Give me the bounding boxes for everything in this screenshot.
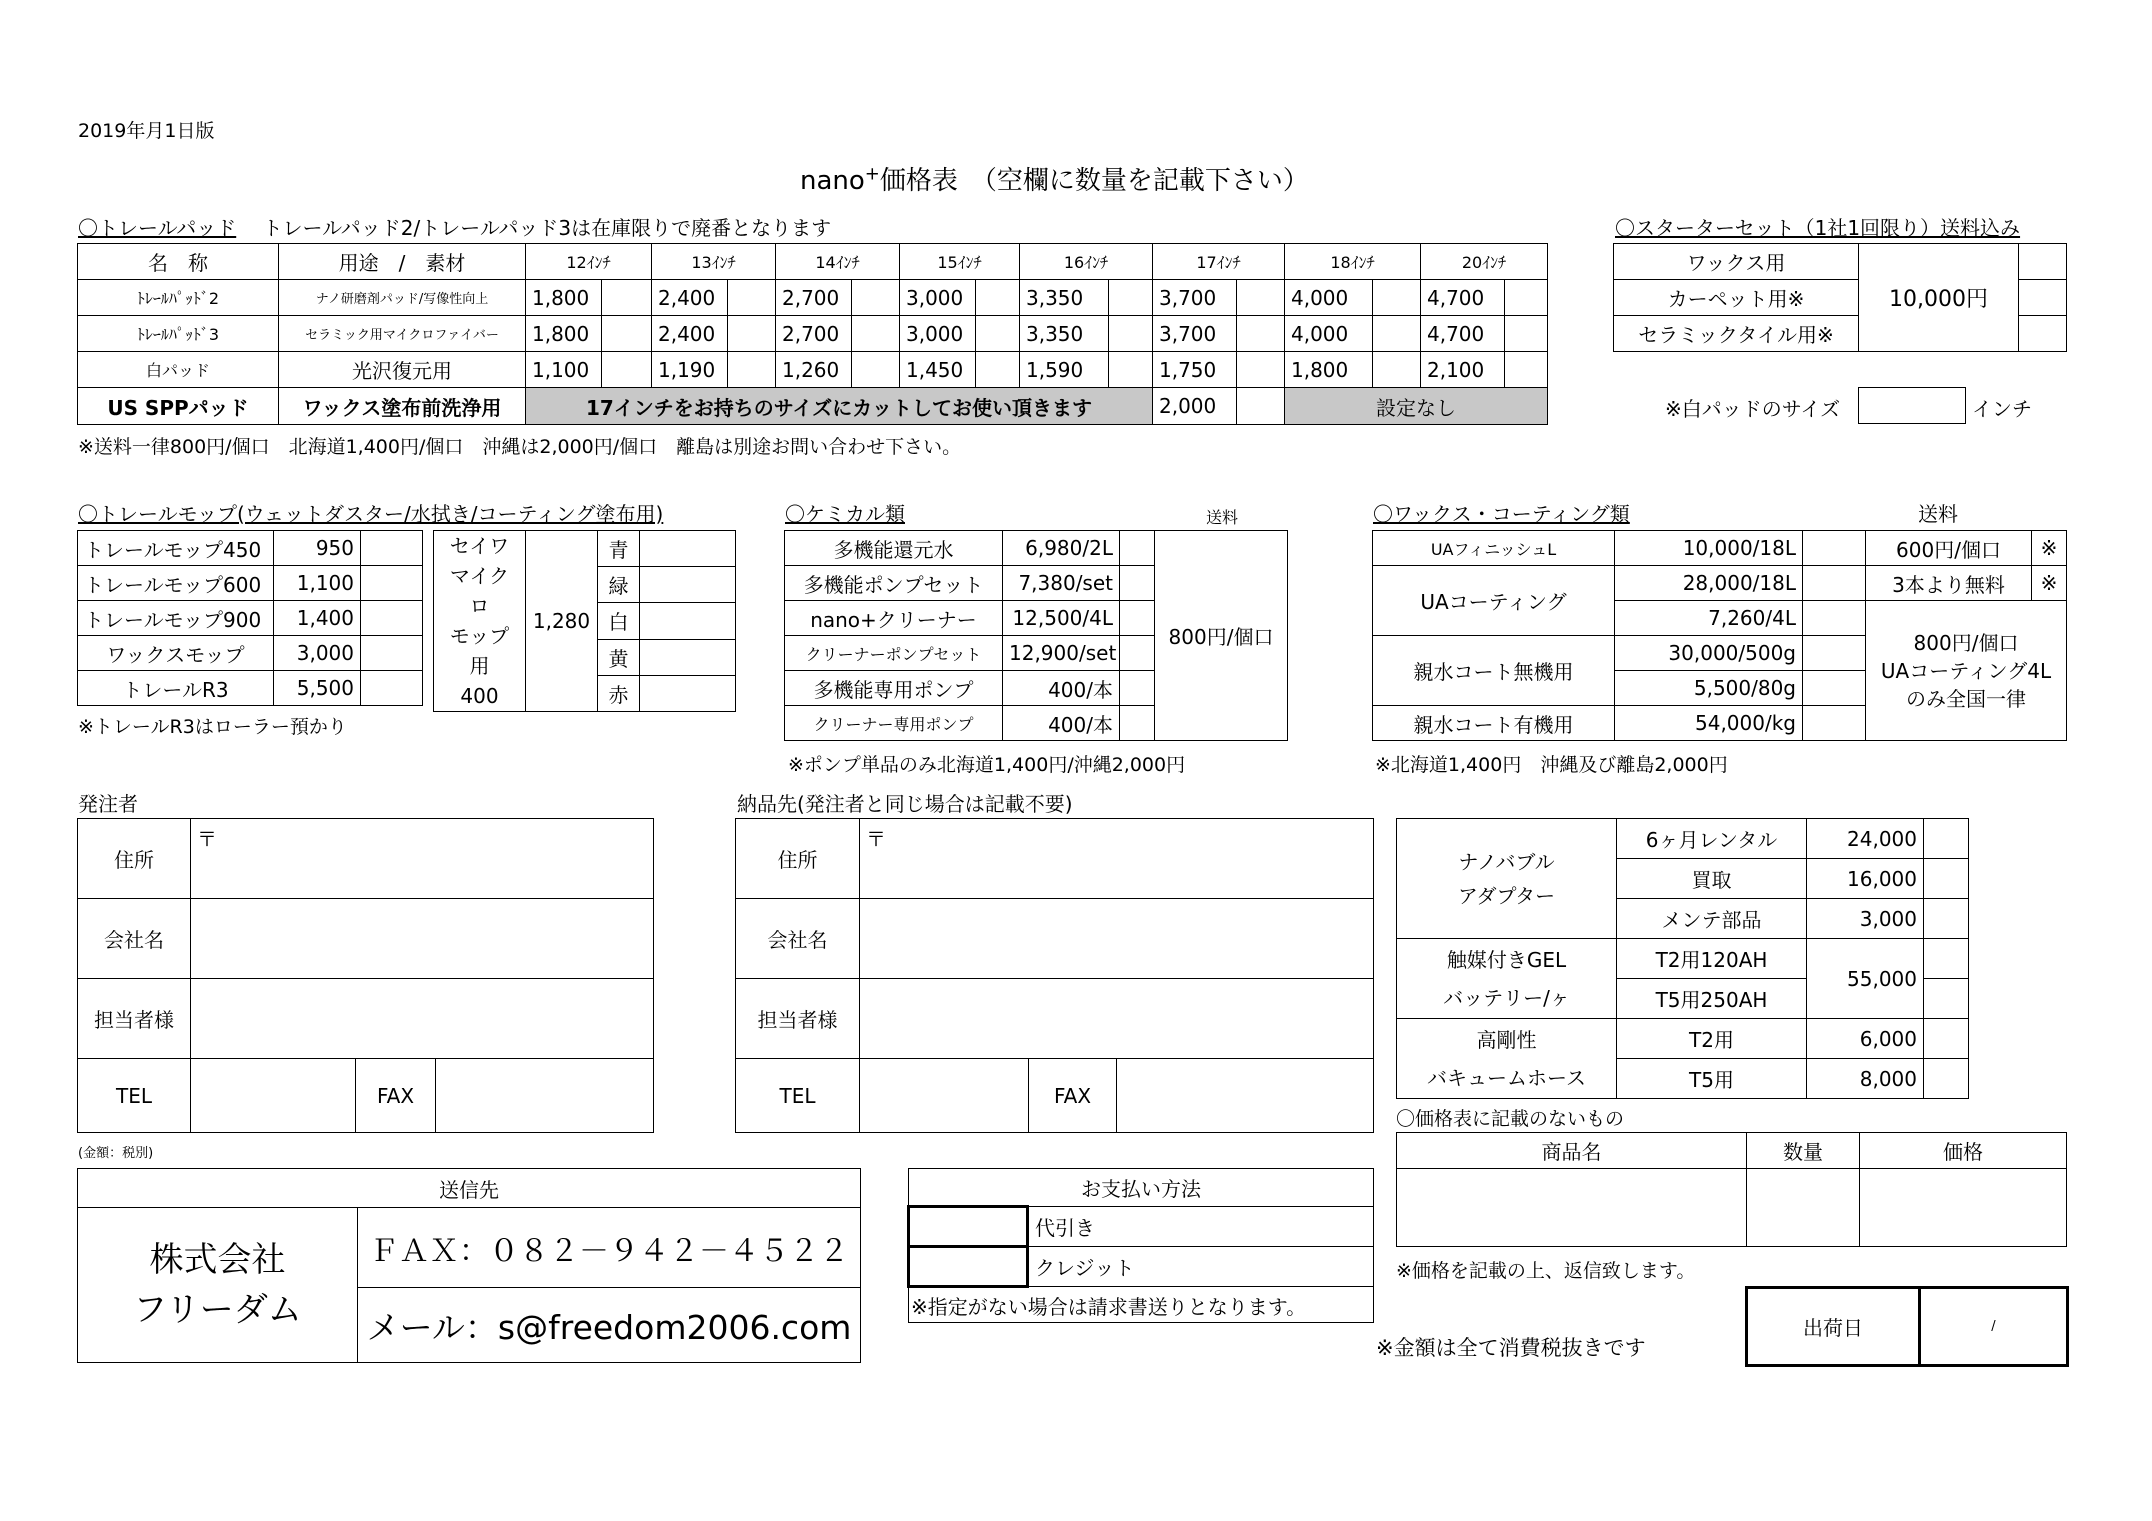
- pad-qty-cell[interactable]: [728, 316, 776, 352]
- page-title: [800, 160, 1309, 197]
- mop-price: 3,000: [274, 636, 361, 671]
- pad-price: 1,800: [526, 280, 602, 316]
- battery-item: T2用120AH: [1617, 939, 1807, 979]
- chemical-price: 6,980/2L: [1003, 531, 1120, 566]
- wax-item-name: UAコーティング: [1373, 566, 1615, 636]
- orderer-address-label: 住所: [78, 819, 191, 899]
- pad-price: 2,400: [652, 316, 728, 352]
- wax-qty-cell[interactable]: [1803, 601, 1866, 636]
- seiwa-name: [434, 531, 526, 712]
- send-mail: メール：s@freedom2006.com: [358, 1288, 861, 1363]
- seiwa-qty-cell[interactable]: [640, 675, 736, 711]
- pad-qty-cell[interactable]: [976, 316, 1020, 352]
- seiwa-color: 赤: [598, 675, 640, 711]
- wax-note: ※北海道1,400円 沖縄及び離島2,000円: [1375, 754, 1728, 776]
- seiwa-color: 青: [598, 531, 640, 567]
- wax-item-price: 10,000/18L: [1615, 531, 1803, 566]
- pads-table: [77, 243, 1548, 425]
- payment-option-credit: クレジット: [1028, 1247, 1374, 1287]
- pads-header-size: 15ｲﾝﾁ: [900, 244, 1020, 280]
- delivery-address-label: 住所: [736, 819, 860, 899]
- pad-qty-cell[interactable]: [602, 316, 652, 352]
- seiwa-name-line: マイクロ: [449, 564, 510, 618]
- starter-qty-cell[interactable]: [2019, 280, 2067, 316]
- delivery-heading: 納品先(発注者と同じ場合は記載不要): [737, 792, 1073, 816]
- spp-name: US SPPパッド: [78, 388, 279, 425]
- pad-price: 3,700: [1153, 280, 1237, 316]
- delivery-company-label: 会社名: [736, 899, 860, 979]
- wax-item-price: 54,000/kg: [1615, 706, 1803, 741]
- chemical-qty-cell[interactable]: [1120, 636, 1155, 671]
- hose-price: 8,000: [1807, 1059, 1924, 1099]
- chemical-price: 400/本: [1003, 706, 1120, 741]
- mops-table: [77, 530, 423, 706]
- wax-qty-cell[interactable]: [1803, 566, 1866, 601]
- starter-table: [1613, 243, 2067, 352]
- mop-qty-cell[interactable]: [361, 601, 423, 636]
- pads-header-size: 12ｲﾝﾁ: [526, 244, 652, 280]
- accessory-qty-cell[interactable]: [1924, 859, 1969, 899]
- delivery-address-field[interactable]: [860, 819, 1374, 899]
- delivery-table: [735, 818, 1374, 1133]
- pads-heading-row: [78, 212, 831, 241]
- seiwa-qty-cell[interactable]: [640, 639, 736, 675]
- pads-header-name: 名 称: [78, 244, 279, 280]
- spp-setting: 設定なし: [1285, 388, 1548, 425]
- pad-qty-cell[interactable]: [1505, 352, 1548, 388]
- wax-item-name: 親水コート無機用: [1373, 636, 1615, 706]
- starter-price: 10,000円: [1859, 244, 2019, 352]
- send-company-line: 株式会社: [149, 1240, 286, 1280]
- white-pad-unit: インチ: [1972, 397, 2032, 421]
- mop-price: 950: [274, 531, 361, 566]
- pad-price: 4,700: [1421, 316, 1505, 352]
- chemical-qty-cell[interactable]: [1120, 531, 1155, 566]
- starter-item-carpet: カーペット用※: [1614, 280, 1859, 316]
- send-header: 送信先: [78, 1169, 861, 1208]
- battery-name-line: バッテリー/ヶ: [1443, 985, 1570, 1010]
- starter-qty-cell[interactable]: [2019, 316, 2067, 352]
- delivery-tel-label: TEL: [736, 1059, 860, 1133]
- pad-name: 白パッド: [78, 352, 279, 388]
- cod-checkbox[interactable]: [909, 1207, 1028, 1247]
- battery-item: T5用250AH: [1617, 979, 1807, 1019]
- accessory-qty-cell[interactable]: [1924, 1059, 1969, 1099]
- pads-header-size: 18ｲﾝﾁ: [1285, 244, 1421, 280]
- chemical-price: 12,900/set: [1003, 636, 1120, 671]
- mop-qty-cell[interactable]: [361, 566, 423, 601]
- pads-header-size: 14ｲﾝﾁ: [776, 244, 900, 280]
- adapter-item: メンテ部品: [1617, 899, 1807, 939]
- pad-price: 1,190: [652, 352, 728, 388]
- seiwa-color: 白: [598, 603, 640, 639]
- spp-use: ワックス塗布前洗浄用: [279, 388, 526, 425]
- adapter-name-line: ナノバブル: [1458, 849, 1555, 874]
- delivery-fax-label: FAX: [1029, 1059, 1117, 1133]
- mop-name: トレールモップ600: [78, 566, 274, 601]
- accessories-table: [1396, 818, 1969, 1099]
- starter-qty-cell[interactable]: [2019, 244, 2067, 280]
- pad-price: 4,000: [1285, 316, 1373, 352]
- wax-item-price: 5,500/80g: [1615, 671, 1803, 706]
- pad-qty-cell[interactable]: [852, 280, 900, 316]
- ship-date-table: [1745, 1286, 2069, 1367]
- unlisted-name-field[interactable]: [1397, 1169, 1747, 1247]
- chemical-qty-cell[interactable]: [1120, 706, 1155, 741]
- wax-qty-cell[interactable]: [1803, 671, 1866, 706]
- pad-qty-cell[interactable]: [1109, 280, 1153, 316]
- pad-qty-cell[interactable]: [602, 280, 652, 316]
- payment-header: お支払い方法: [909, 1169, 1374, 1207]
- chemical-name: 多機能還元水: [785, 531, 1003, 566]
- pads-note: トレールパッド2/トレールパッド3は在庫限りで廃番となります: [262, 216, 832, 240]
- pad-qty-cell[interactable]: [728, 352, 776, 388]
- tax-small-note: (金額：税別): [78, 1146, 154, 1161]
- unlisted-header-name: 商品名: [1397, 1133, 1747, 1169]
- orderer-company-label: 会社名: [78, 899, 191, 979]
- chemical-qty-cell[interactable]: [1120, 566, 1155, 601]
- wax-ship-mark: ※: [2032, 531, 2067, 566]
- delivery-company-field[interactable]: [860, 899, 1374, 979]
- adapter-price: 3,000: [1807, 899, 1924, 939]
- pad-qty-cell[interactable]: [976, 280, 1020, 316]
- chemicals-shipping: 800円/個口: [1155, 531, 1288, 741]
- adapter-item: 買取: [1617, 859, 1807, 899]
- pad-use: ナノ研磨剤パッド/写像性向上: [279, 280, 526, 316]
- chemical-qty-cell[interactable]: [1120, 601, 1155, 636]
- accessory-qty-cell[interactable]: [1924, 939, 1969, 979]
- pad-price: 1,450: [900, 352, 976, 388]
- wax-ship-mark: ※: [2032, 566, 2067, 601]
- wax-item-price: 7,260/4L: [1615, 601, 1803, 636]
- seiwa-name-line: 400: [460, 684, 499, 708]
- unlisted-table: [1396, 1132, 2067, 1247]
- wax-item-price: 30,000/500g: [1615, 636, 1803, 671]
- hose-name: [1397, 1019, 1617, 1099]
- wax-ship-per-unit: 600円/個口: [1866, 531, 2032, 566]
- adapter-name: [1397, 819, 1617, 939]
- pad-qty-cell[interactable]: [1373, 280, 1421, 316]
- unlisted-note: ※価格を記載の上、返信致します。: [1396, 1260, 1696, 1282]
- chemical-name: nano+クリーナー: [785, 601, 1003, 636]
- pad-price: 3,350: [1020, 316, 1109, 352]
- pad-price: 4,700: [1421, 280, 1505, 316]
- chemical-name: 多機能専用ポンプ: [785, 671, 1003, 706]
- orderer-address-field[interactable]: [191, 819, 654, 899]
- wax-ship-note-line: UAコーティング4L: [1880, 658, 2052, 683]
- adapter-name-line: アダプター: [1457, 883, 1556, 908]
- orderer-fax-field[interactable]: [436, 1059, 654, 1133]
- tax-note: ※金額は全て消費税抜きです: [1376, 1336, 1646, 1360]
- send-company: [78, 1208, 358, 1363]
- pad-price: 1,800: [1285, 352, 1373, 388]
- seiwa-color: 黄: [598, 639, 640, 675]
- pad-qty-cell[interactable]: [1373, 316, 1421, 352]
- hose-name-line: 高剛性: [1476, 1027, 1537, 1052]
- credit-checkbox[interactable]: [909, 1247, 1028, 1287]
- orderer-person-field[interactable]: [191, 979, 654, 1059]
- ship-date-field[interactable]: /: [1920, 1288, 2068, 1366]
- delivery-person-field[interactable]: [860, 979, 1374, 1059]
- white-pad-size-input[interactable]: [1858, 387, 1966, 424]
- adapter-price: 16,000: [1807, 859, 1924, 899]
- pad-price: 3,700: [1153, 316, 1237, 352]
- unlisted-header-qty: 数量: [1747, 1133, 1860, 1169]
- wax-heading: 〇ワックス・コーティング類: [1373, 502, 1630, 526]
- seiwa-color: 緑: [598, 567, 640, 603]
- pad-price: 3,000: [900, 316, 976, 352]
- orderer-tel-field[interactable]: [191, 1059, 356, 1133]
- orderer-fax-label: FAX: [356, 1059, 436, 1133]
- adapter-item: 6ヶ月レンタル: [1617, 819, 1807, 859]
- mops-heading: 〇トレールモップ(ウェットダスター/水拭き/コーティング塗布用): [78, 502, 664, 526]
- pad-price: 4,000: [1285, 280, 1373, 316]
- chemicals-table: [784, 530, 1288, 741]
- pads-header-use: 用途 / 素材: [279, 244, 526, 280]
- delivery-tel-field[interactable]: [860, 1059, 1029, 1133]
- wax-ship-note: [1866, 601, 2067, 741]
- mop-qty-cell[interactable]: [361, 671, 423, 706]
- pad-qty-cell[interactable]: [1373, 352, 1421, 388]
- pad-qty-cell[interactable]: [602, 352, 652, 388]
- payment-note: ※指定がない場合は請求書送りとなります。: [909, 1287, 1374, 1323]
- payment-option-cod: 代引き: [1028, 1207, 1374, 1247]
- pad-name: ﾄﾚｰﾙﾊﾟｯﾄﾞ3: [78, 316, 279, 352]
- adapter-price: 24,000: [1807, 819, 1924, 859]
- accessory-qty-cell[interactable]: [1924, 979, 1969, 1019]
- title-plus: +: [864, 163, 880, 185]
- pad-price: 2,700: [776, 280, 852, 316]
- wax-ship-free: 3本より無料: [1866, 566, 2032, 601]
- ship-date-label: 出荷日: [1747, 1288, 1920, 1366]
- starter-item-wax: ワックス用: [1614, 244, 1859, 280]
- spp-qty-cell[interactable]: [1237, 388, 1285, 425]
- chemicals-heading: 〇ケミカル類: [785, 502, 905, 526]
- starter-heading: 〇スターターセット（1社1回限り）送料込み: [1615, 216, 2021, 240]
- pads-heading: 〇トレールパッド: [78, 216, 237, 240]
- pads-header-size: 13ｲﾝﾁ: [652, 244, 776, 280]
- pad-price: 3,350: [1020, 280, 1109, 316]
- unlisted-header-price: 価格: [1860, 1133, 2067, 1169]
- pad-qty-cell[interactable]: [852, 316, 900, 352]
- seiwa-qty-cell[interactable]: [640, 531, 736, 567]
- pad-price: 2,100: [1421, 352, 1505, 388]
- pad-use: 光沢復元用: [279, 352, 526, 388]
- wax-item-price: 28,000/18L: [1615, 566, 1803, 601]
- pad-qty-cell[interactable]: [1505, 316, 1548, 352]
- delivery-person-label: 担当者様: [736, 979, 860, 1059]
- orderer-heading: 発注者: [78, 792, 138, 816]
- chemical-price: 12,500/4L: [1003, 601, 1120, 636]
- unlisted-price-field[interactable]: [1860, 1169, 2067, 1247]
- seiwa-table: [433, 530, 736, 712]
- pad-price: 2,400: [652, 280, 728, 316]
- pad-qty-cell[interactable]: [1505, 280, 1548, 316]
- battery-name-line: 触媒付きGEL: [1446, 947, 1567, 972]
- accessory-qty-cell[interactable]: [1924, 819, 1969, 859]
- wax-qty-cell[interactable]: [1803, 706, 1866, 741]
- title-nano: nano: [800, 166, 865, 196]
- mop-price: 5,500: [274, 671, 361, 706]
- pad-price: 2,700: [776, 316, 852, 352]
- pads-header-size: 20ｲﾝﾁ: [1421, 244, 1548, 280]
- unlisted-heading: 〇価格表に記載のないもの: [1396, 1108, 1625, 1130]
- spp-cut-note: 17インチをお持ちのサイズにカットしてお使い頂きます: [526, 388, 1153, 425]
- wax-table: [1372, 530, 2067, 741]
- wax-qty-cell[interactable]: [1803, 531, 1866, 566]
- pad-qty-cell[interactable]: [1109, 352, 1153, 388]
- accessory-qty-cell[interactable]: [1924, 1019, 1969, 1059]
- edition-date: 2019年月1日版: [78, 120, 215, 142]
- chemical-name: クリーナーポンプセット: [785, 636, 1003, 671]
- chemicals-shipping-label: 送料: [1206, 508, 1239, 527]
- postal-mark: 〒: [866, 827, 886, 851]
- pad-price: 1,590: [1020, 352, 1109, 388]
- pad-use: セラミック用マイクロファイバー: [279, 316, 526, 352]
- wax-shipping-label: 送料: [1918, 502, 1958, 526]
- chemical-qty-cell[interactable]: [1120, 671, 1155, 706]
- send-company-line: フリーダム: [133, 1290, 302, 1330]
- title-text: 価格表 （空欄に数量を記載下さい）: [879, 166, 1309, 196]
- unlisted-qty-field[interactable]: [1747, 1169, 1860, 1247]
- pad-price: 1,750: [1153, 352, 1237, 388]
- wax-ship-note-line: のみ全国一律: [1906, 686, 2026, 711]
- seiwa-name-line: モップ用: [449, 624, 510, 678]
- battery-name: [1397, 939, 1617, 1019]
- starter-item-ceramic: セラミックタイル用※: [1614, 316, 1859, 352]
- mop-name: トレールモップ450: [78, 531, 274, 566]
- pad-price: 3,000: [900, 280, 976, 316]
- mop-name: トレールモップ900: [78, 601, 274, 636]
- mop-price: 1,400: [274, 601, 361, 636]
- battery-price: 55,000: [1807, 939, 1924, 1019]
- chemicals-note: ※ポンプ単品のみ北海道1,400円/沖縄2,000円: [788, 754, 1186, 776]
- white-pad-label: ※白パッドのサイズ: [1665, 397, 1841, 421]
- mop-qty-cell[interactable]: [361, 636, 423, 671]
- postal-mark: 〒: [197, 827, 217, 851]
- pad-price: 1,800: [526, 316, 602, 352]
- wax-ship-note-line: 800円/個口: [1913, 630, 2019, 655]
- seiwa-price: 1,280: [526, 531, 598, 712]
- chemical-name: 多機能ポンプセット: [785, 566, 1003, 601]
- chemical-price: 400/本: [1003, 671, 1120, 706]
- orderer-person-label: 担当者様: [78, 979, 191, 1059]
- hose-name-line: バキュームホース: [1427, 1065, 1586, 1090]
- orderer-company-field[interactable]: [191, 899, 654, 979]
- send-fax: ＦＡＸ：０８２－９４２－４５２２: [358, 1208, 861, 1288]
- pads-header-size: 16ｲﾝﾁ: [1020, 244, 1153, 280]
- pad-qty-cell[interactable]: [852, 352, 900, 388]
- mop-price: 1,100: [274, 566, 361, 601]
- hose-item: T2用: [1617, 1019, 1807, 1059]
- pad-price: 1,100: [526, 352, 602, 388]
- chemical-price: 7,380/set: [1003, 566, 1120, 601]
- mop-name: ワックスモップ: [78, 636, 274, 671]
- pad-name: ﾄﾚｰﾙﾊﾟｯﾄﾞ2: [78, 280, 279, 316]
- shipping-note: ※送料一律800円/個口 北海道1,400円/個口 沖縄は2,000円/個口 離島は別途お問い合わせ下さい。: [78, 436, 962, 458]
- payment-table: [907, 1168, 1374, 1323]
- pad-qty-cell[interactable]: [728, 280, 776, 316]
- seiwa-name-line: セイワ: [449, 534, 510, 558]
- mop-name: トレールR3: [78, 671, 274, 706]
- hose-item: T5用: [1617, 1059, 1807, 1099]
- pad-qty-cell[interactable]: [1109, 316, 1153, 352]
- seiwa-qty-cell[interactable]: [640, 603, 736, 639]
- accessory-qty-cell[interactable]: [1924, 899, 1969, 939]
- spp-price: 2,000: [1153, 388, 1237, 425]
- orderer-table: [77, 818, 654, 1133]
- orderer-tel-label: TEL: [78, 1059, 191, 1133]
- wax-qty-cell[interactable]: [1803, 636, 1866, 671]
- mop-qty-cell[interactable]: [361, 531, 423, 566]
- pad-qty-cell[interactable]: [1237, 352, 1285, 388]
- pad-qty-cell[interactable]: [976, 352, 1020, 388]
- wax-item-name: 親水コート有機用: [1373, 706, 1615, 741]
- wax-item-name: UAフィニッシュL: [1373, 531, 1615, 566]
- delivery-fax-field[interactable]: [1117, 1059, 1374, 1133]
- pad-qty-cell[interactable]: [1237, 280, 1285, 316]
- hose-price: 6,000: [1807, 1019, 1924, 1059]
- send-table: [77, 1168, 861, 1363]
- pad-price: 1,260: [776, 352, 852, 388]
- chemical-name: クリーナー専用ポンプ: [785, 706, 1003, 741]
- pad-qty-cell[interactable]: [1237, 316, 1285, 352]
- mops-note: ※トレールR3はローラー預かり: [78, 716, 347, 738]
- seiwa-qty-cell[interactable]: [640, 567, 736, 603]
- pads-header-size: 17ｲﾝﾁ: [1153, 244, 1285, 280]
